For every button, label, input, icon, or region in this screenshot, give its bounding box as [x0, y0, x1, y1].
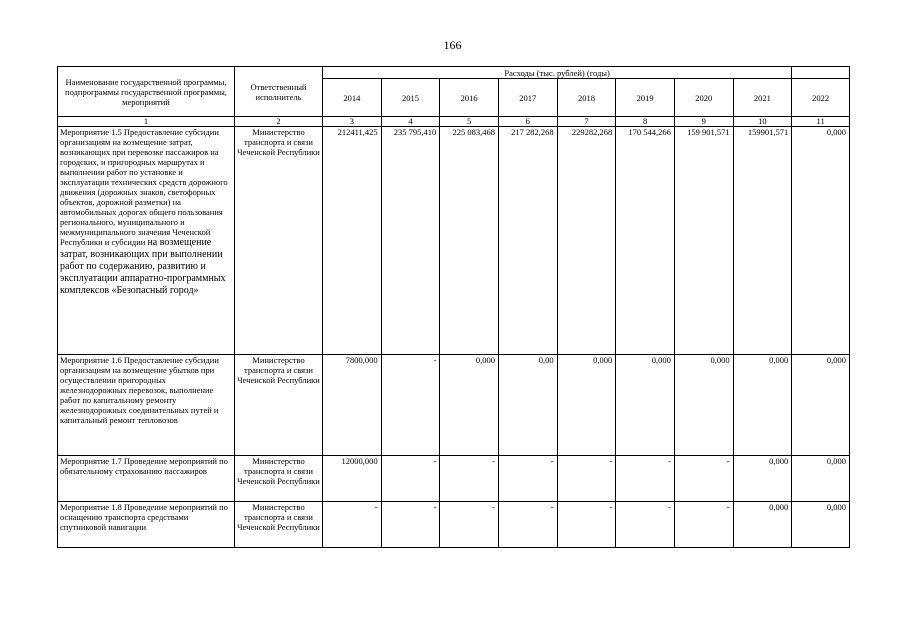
table-row [58, 502, 850, 548]
value-cell: 7800,000 [322, 355, 381, 456]
value-cell: 0,000 [674, 355, 733, 456]
executor: Министерство транспорта и связи Чеченской Республики [235, 127, 323, 355]
executor: Министерство транспорта и связи Чеченской Республики [235, 502, 323, 548]
header-empty [792, 67, 850, 79]
year-cell: 2020 [674, 79, 733, 117]
value-cell: 0,000 [733, 456, 792, 502]
header-name: Наименование государственной программы, подпрограммы государственной программы, мероприятий [58, 67, 235, 117]
value-cell: 0,00 [498, 355, 557, 456]
value-cell: 225 083,468 [440, 127, 499, 355]
column-number: 6 [498, 117, 557, 127]
value-cell: - [557, 502, 616, 548]
measure-name: Мероприятие 1.6 Предоставление субсидии организациям на возмещение убытков при осуществлении пригородных железнодорожных перевозок, выполнение работ по капитальному ремонту железнодорожных соединительных путей и капитальный ремонт тепловозов [58, 355, 235, 456]
value-cell: 0,000 [616, 355, 675, 456]
budget-table [57, 66, 850, 548]
value-cell: 0,000 [792, 502, 850, 548]
value-cell: 212411,425 [322, 127, 381, 355]
table-row [58, 456, 850, 502]
measure-name: Мероприятие 1.7 Проведение мероприятий по обязательному страхованию пассажиров [58, 456, 235, 502]
column-number: 7 [557, 117, 616, 127]
value-cell: 0,000 [733, 502, 792, 548]
header-expenses: Расходы (тыс. рублей) (годы) [322, 67, 791, 79]
column-number: 1 [58, 117, 235, 127]
value-cell: 0,000 [557, 355, 616, 456]
page-number: 166 [443, 38, 462, 52]
value-cell: 235 795,410 [381, 127, 440, 355]
executor: Министерство транспорта и связи Чеченской Республики [235, 456, 323, 502]
executor: Министерство транспорта и связи Чеченской Республики [235, 355, 323, 456]
value-cell: - [322, 502, 381, 548]
year-cell: 2016 [440, 79, 499, 117]
value-cell: 170 544,266 [616, 127, 675, 355]
year-cell: 2022 [792, 79, 850, 117]
year-cell: 2019 [616, 79, 675, 117]
value-cell: - [440, 502, 499, 548]
value-cell: - [381, 355, 440, 456]
column-number: 9 [674, 117, 733, 127]
column-number: 3 [322, 117, 381, 127]
measure-name-tail: на возмещение затрат, возникающих при выполнении работ по содержанию, развитию и эксплуатации аппаратно-программных комплексов «Безопасный город» [60, 237, 226, 296]
value-cell: 0,000 [792, 456, 850, 502]
value-cell: 159 901,571 [674, 127, 733, 355]
year-cell: 2015 [381, 79, 440, 117]
value-cell: 0,000 [792, 355, 850, 456]
value-cell: 217 282,268 [498, 127, 557, 355]
measure-name: Мероприятие 1.8 Проведение мероприятий по оснащению транспорта средствами спутниковой навигации [58, 502, 235, 548]
year-cell: 2018 [557, 79, 616, 117]
column-number: 4 [381, 117, 440, 127]
measure-name-text: Мероприятие 1.5 Предоставление субсидии организациям на возмещение затрат, возникающих при перевозке пассажиров на городских, и пригородных маршрутах и выполнении работ по установке и эксплуатации технических средств дорожного движения (дорожных знаков, светофорных объектов, дорожной разметки) на автомобильных дорогах общего пользования регионального, муниципального и межмуниципального значения Чеченской Республики и субсидии [60, 127, 228, 247]
value-cell: - [674, 502, 733, 548]
value-cell: 159901,571 [733, 127, 792, 355]
value-cell: - [498, 456, 557, 502]
value-cell: - [674, 456, 733, 502]
column-number: 10 [733, 117, 792, 127]
measure-name [58, 127, 235, 355]
value-cell: 0,000 [733, 355, 792, 456]
value-cell: - [498, 502, 557, 548]
value-cell: - [557, 456, 616, 502]
column-number: 8 [616, 117, 675, 127]
header-executor: Ответственный исполнитель [235, 67, 323, 117]
table-row [58, 127, 850, 355]
value-cell: 229282,268 [557, 127, 616, 355]
table-row [58, 355, 850, 456]
column-number: 5 [440, 117, 499, 127]
year-cell: 2021 [733, 79, 792, 117]
value-cell: - [616, 502, 675, 548]
value-cell: - [440, 456, 499, 502]
year-cell: 2014 [322, 79, 381, 117]
column-number: 2 [235, 117, 323, 127]
value-cell: - [381, 502, 440, 548]
value-cell: 12000,000 [322, 456, 381, 502]
value-cell: 0,000 [440, 355, 499, 456]
column-number: 11 [792, 117, 850, 127]
value-cell: - [616, 456, 675, 502]
year-cell: 2017 [498, 79, 557, 117]
value-cell: - [381, 456, 440, 502]
value-cell: 0,000 [792, 127, 850, 355]
